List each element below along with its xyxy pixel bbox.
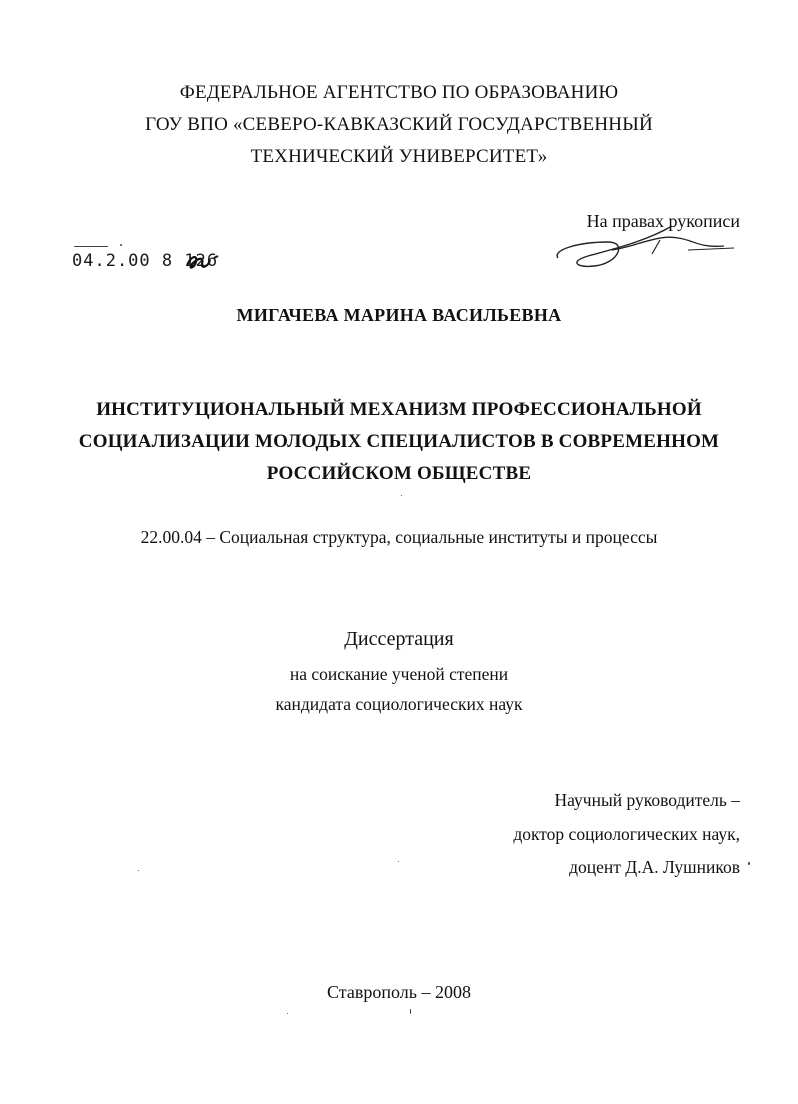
- supervisor-line-1: Научный руководитель –: [554, 790, 740, 810]
- speck: [138, 870, 139, 871]
- title-line-1: ИНСТИТУЦИОНАЛЬНЫЙ МЕХАНИЗМ ПРОФЕССИОНАЛЬНОЙ: [96, 399, 702, 420]
- degree-line-1: на соискание ученой степени: [289, 664, 509, 684]
- stamp-handwriting-icon: [184, 248, 224, 272]
- stamp-dot: [120, 244, 122, 246]
- supervisor-line-3: доцент Д.А. Лушников: [569, 857, 740, 877]
- speck: [748, 862, 750, 865]
- speck: [398, 861, 399, 862]
- speck: [410, 1009, 411, 1014]
- registration-stamp: 04.2.00 8 126: [72, 251, 219, 271]
- stamp-mark: [74, 246, 108, 247]
- title-line-2: СОЦИАЛИЗАЦИИ МОЛОДЫХ СПЕЦИАЛИСТОВ В СОВРЕМЕННОМ: [78, 431, 720, 452]
- title-line-3: РОССИЙСКОМ ОБЩЕСТВЕ: [266, 463, 532, 484]
- signature-icon: [548, 220, 748, 272]
- organization-line-2: ГОУ ВПО «СЕВЕРО-КАВКАЗСКИЙ ГОСУДАРСТВЕННЫЙ: [145, 114, 653, 135]
- specialty-code: 22.00.04 – Социальная структура, социальные институты и процессы: [140, 527, 658, 547]
- degree-line-2: кандидата социологических наук: [275, 694, 523, 714]
- author-name: МИГАЧЕВА МАРИНА ВАСИЛЬЕВНА: [236, 305, 562, 325]
- dissertation-type: Диссертация: [344, 628, 454, 650]
- manuscript-note: На правах рукописи: [586, 211, 740, 231]
- place-and-year: Ставрополь – 2008: [327, 982, 471, 1002]
- organization-line-3: ТЕХНИЧЕСКИЙ УНИВЕРСИТЕТ»: [250, 146, 548, 167]
- organization-line-1: ФЕДЕРАЛЬНОЕ АГЕНТСТВО ПО ОБРАЗОВАНИЮ: [179, 82, 619, 103]
- supervisor-line-2: доктор социологических наук,: [513, 824, 740, 844]
- speck: [287, 1013, 288, 1014]
- speck: [401, 495, 402, 496]
